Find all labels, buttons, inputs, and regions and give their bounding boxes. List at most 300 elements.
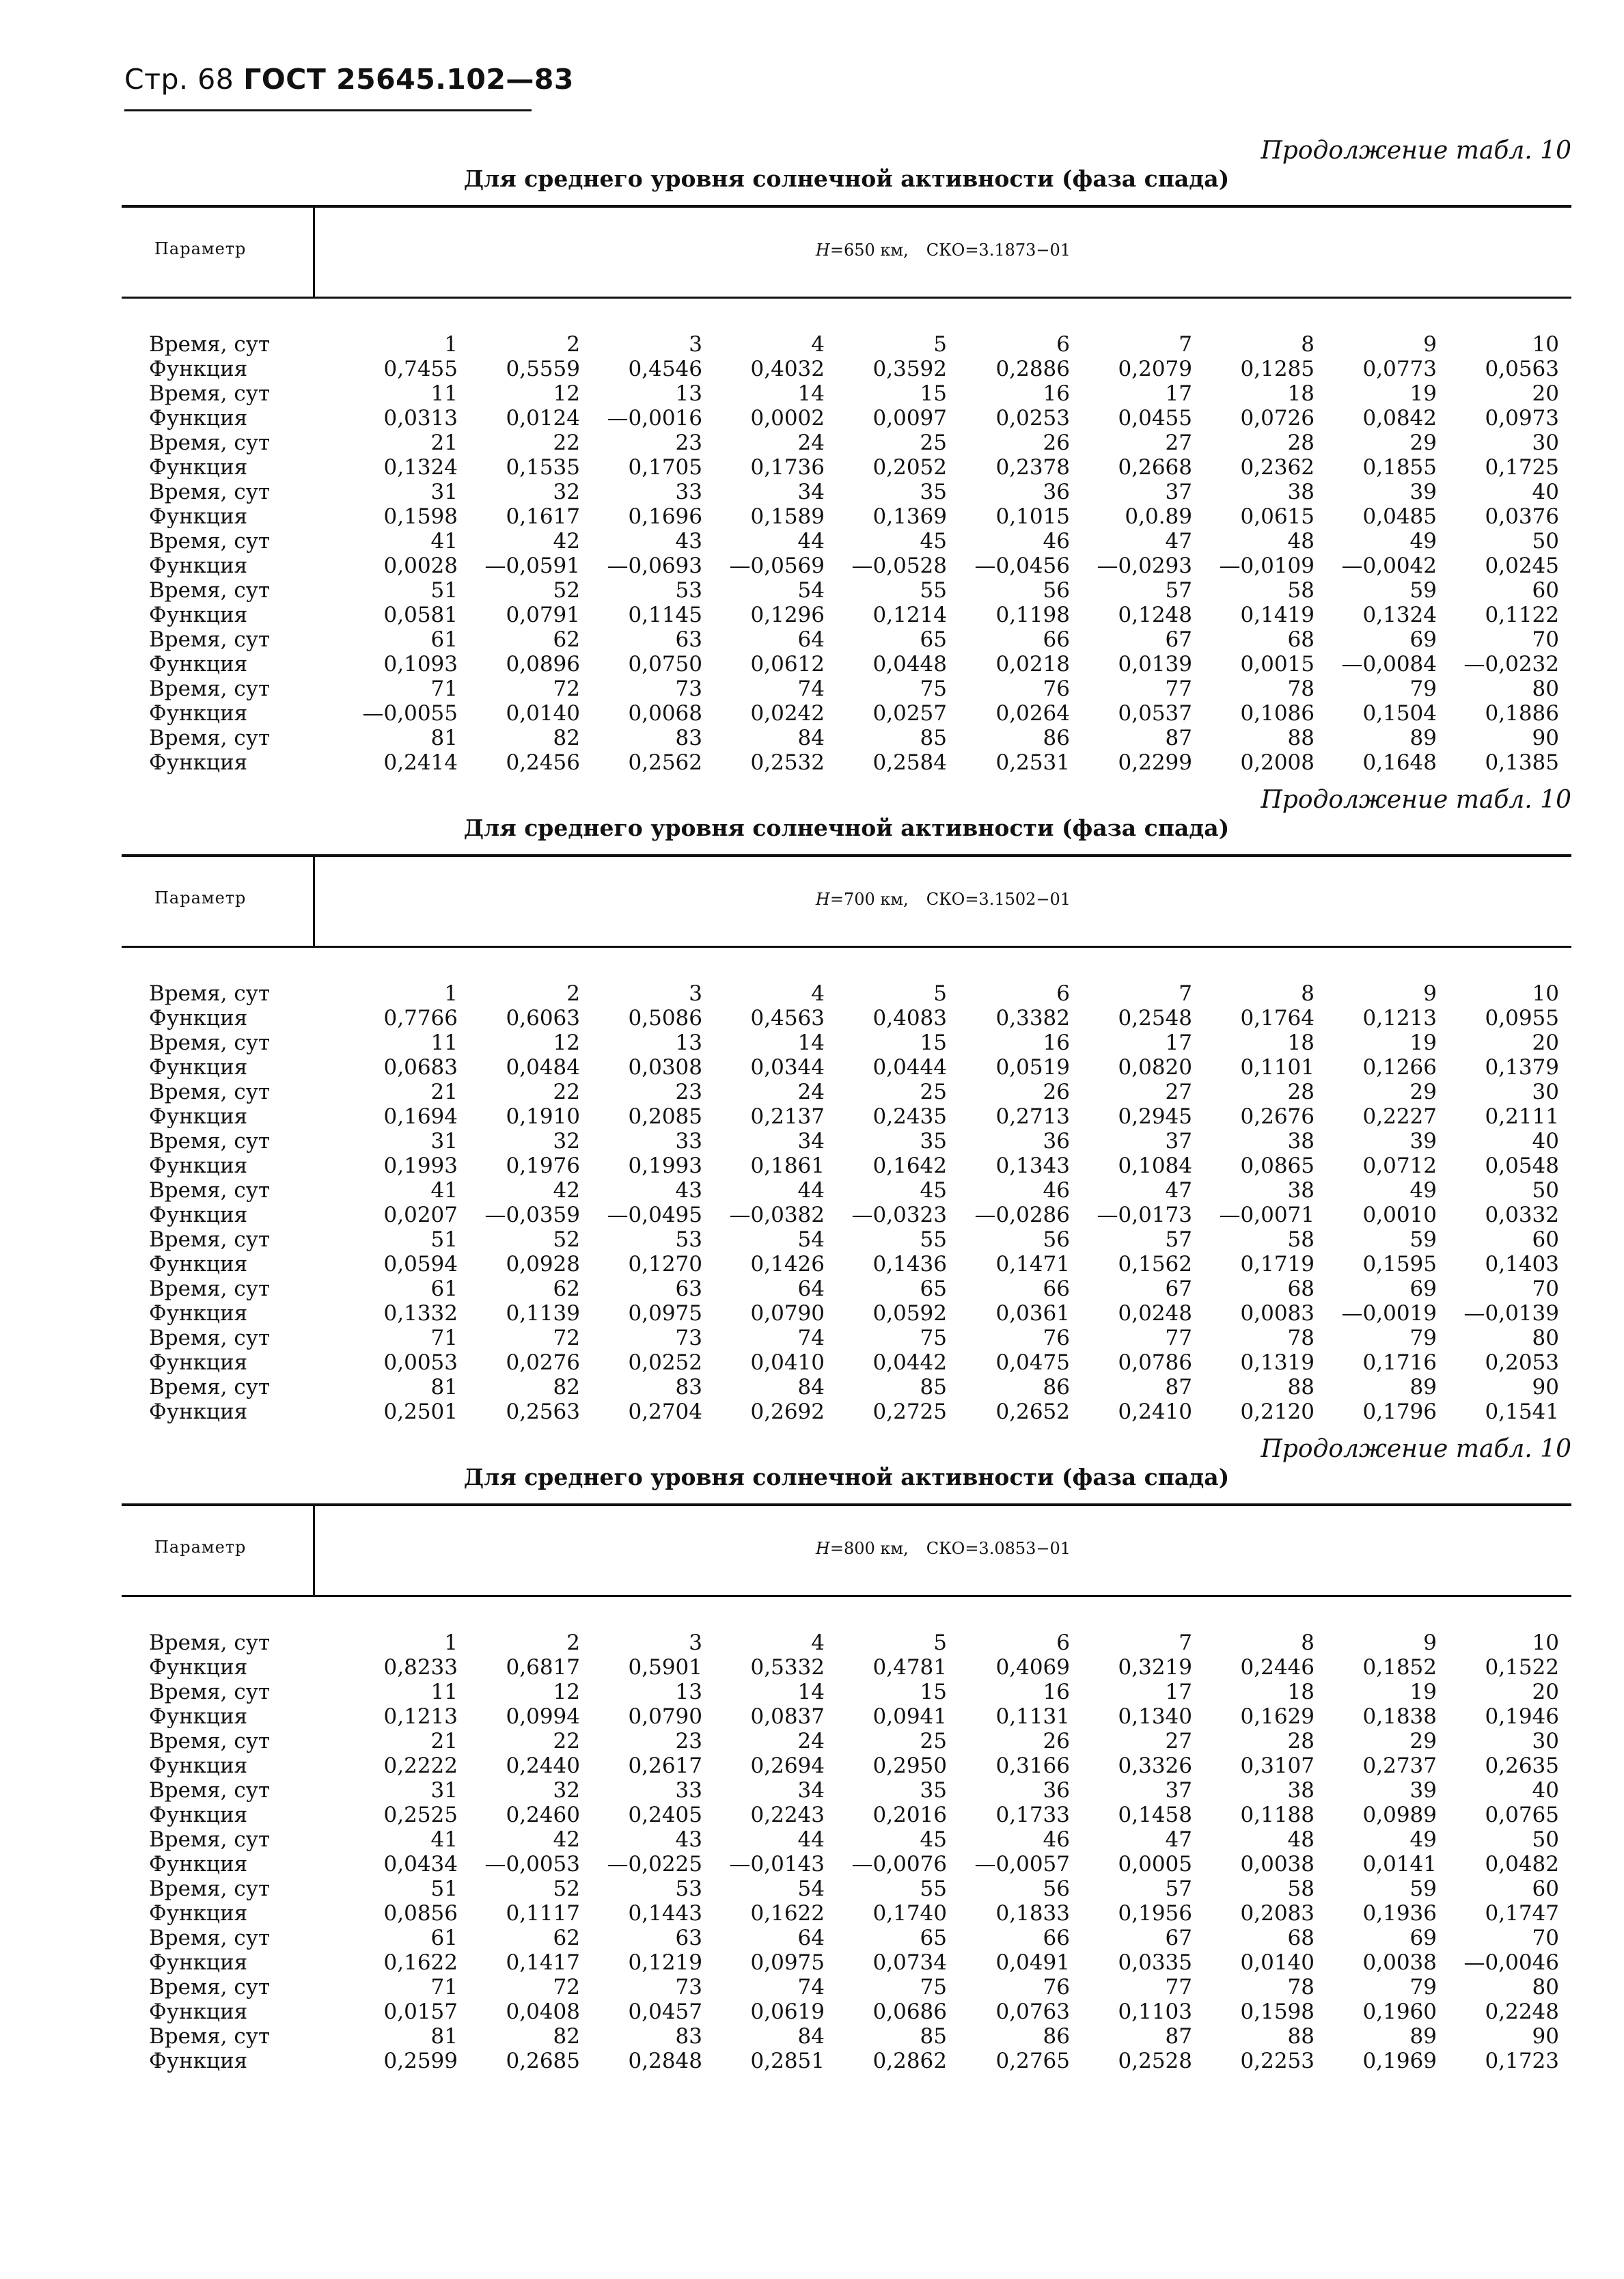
table-cell: 0,1324 <box>1362 603 1437 627</box>
table-header-rule <box>122 1595 1571 1597</box>
table-cell: 56 <box>1043 1877 1070 1901</box>
table-cell: 0,2456 <box>506 750 580 775</box>
table-cell: 0,2501 <box>383 1400 458 1424</box>
table-cell: 0,0141 <box>1362 1852 1437 1877</box>
table-cell: 7 <box>1179 1630 1192 1655</box>
table-cell: 0,0750 <box>628 652 702 677</box>
table-cell: 42 <box>553 529 580 554</box>
table-cell: 67 <box>1165 1277 1192 1301</box>
table-cell: 0,0335 <box>1118 1950 1192 1975</box>
table-row <box>149 578 1571 603</box>
table-cell: 0,0002 <box>750 406 825 431</box>
table-cell: 27 <box>1165 431 1192 455</box>
table-cell: 0,4069 <box>995 1655 1070 1680</box>
table-cell: 40 <box>1532 1129 1559 1154</box>
table-row <box>149 381 1571 406</box>
table-cell: 64 <box>797 1926 825 1950</box>
table-cell: 0,0408 <box>506 2000 580 2024</box>
table-cell: 28 <box>1287 1729 1315 1753</box>
table-cell: 0,0994 <box>506 1704 580 1729</box>
table-cell: 0,0015 <box>1240 652 1315 677</box>
table-cell: 81 <box>430 1375 458 1400</box>
table-cell: 0,4546 <box>628 357 702 381</box>
table-cell: 0,0615 <box>1240 504 1315 529</box>
table-cell: —0,0053 <box>484 1852 580 1877</box>
table-cell: —0,0359 <box>484 1203 580 1227</box>
table-cell: 0,1319 <box>1240 1350 1315 1375</box>
data-table <box>149 1630 1571 2073</box>
table-cell: 29 <box>1409 1729 1437 1753</box>
table-cell: 23 <box>675 431 702 455</box>
table-cell: 0,0257 <box>872 701 947 726</box>
table-cell: 36 <box>1043 480 1070 504</box>
table-cell: 0,0139 <box>1118 652 1192 677</box>
table-cell: 14 <box>797 381 825 406</box>
table-cell: 61 <box>430 627 458 652</box>
table-row <box>149 1252 1571 1277</box>
table-row <box>149 1326 1571 1350</box>
table-cell: 50 <box>1532 529 1559 554</box>
table-cell: 0,0140 <box>506 701 580 726</box>
table-cell: —0,0286 <box>974 1203 1070 1227</box>
table-row <box>149 603 1571 627</box>
table-cell: 4 <box>811 332 825 357</box>
table-cell: 16 <box>1043 381 1070 406</box>
table-cell: 0,0005 <box>1118 1852 1192 1877</box>
row-label: Функция <box>149 652 248 677</box>
table-cell: 0,1086 <box>1240 701 1315 726</box>
row-label: Функция <box>149 1203 248 1227</box>
table-cell: 20 <box>1532 1031 1559 1055</box>
altitude-value: =650 км, <box>829 241 909 260</box>
table-cell: 0,1694 <box>383 1104 458 1129</box>
row-label: Функция <box>149 1950 248 1975</box>
table-cell: 0,5086 <box>628 1006 702 1031</box>
table-cell: 59 <box>1409 578 1437 603</box>
table-cell: 0,2137 <box>750 1104 825 1129</box>
table-cell: 0,7766 <box>383 1006 458 1031</box>
table-cell: —0,0019 <box>1341 1301 1437 1326</box>
table-row <box>149 1926 1571 1950</box>
table-cell: 18 <box>1287 1031 1315 1055</box>
table-cell: 0,0973 <box>1485 406 1559 431</box>
table-cell: 0,0361 <box>995 1301 1070 1326</box>
table-cell: 0,2725 <box>872 1400 947 1424</box>
table-cell: 90 <box>1532 726 1559 750</box>
table-row <box>149 332 1571 357</box>
table-cell: 0,0313 <box>383 406 458 431</box>
table-cell: 69 <box>1409 1277 1437 1301</box>
table-cell: 88 <box>1287 2024 1315 2049</box>
table-cell: 85 <box>920 1375 947 1400</box>
table-row <box>149 480 1571 504</box>
table-cell: 0,2548 <box>1118 1006 1192 1031</box>
table-cell: 0,1852 <box>1362 1655 1437 1680</box>
data-table <box>149 981 1571 1424</box>
table-cell: 0,0619 <box>750 2000 825 2024</box>
table-cell: 67 <box>1165 1926 1192 1950</box>
row-label: Время, сут <box>149 1080 271 1104</box>
table-cell: 46 <box>1043 529 1070 554</box>
table-cell: 0,0726 <box>1240 406 1315 431</box>
table-cell: —0,0591 <box>484 554 580 578</box>
table-cell: 15 <box>920 1031 947 1055</box>
table-cell: 0,3107 <box>1240 1753 1315 1778</box>
table-cell: 2 <box>566 1630 580 1655</box>
table-row <box>149 1680 1571 1704</box>
table-cell: 49 <box>1409 1178 1437 1203</box>
table-row <box>149 1227 1571 1252</box>
table-row <box>149 1753 1571 1778</box>
table-row <box>149 1975 1571 2000</box>
row-label: Функция <box>149 701 248 726</box>
table-cell: 0,0444 <box>872 1055 947 1080</box>
table-header-rule <box>122 946 1571 948</box>
table-row <box>149 1852 1571 1877</box>
table-cell: 0,0097 <box>872 406 947 431</box>
table-cell: 89 <box>1409 2024 1437 2049</box>
table-cell: 33 <box>675 1129 702 1154</box>
table-cell: 57 <box>1165 1227 1192 1252</box>
table-cell: 21 <box>430 1729 458 1753</box>
table-cell: 0,2668 <box>1118 455 1192 480</box>
table-cell: 87 <box>1165 726 1192 750</box>
table-cell: —0,0139 <box>1463 1301 1559 1326</box>
table-cell: 30 <box>1532 1080 1559 1104</box>
table-cell: 4 <box>811 1630 825 1655</box>
table-cell: 55 <box>920 1227 947 1252</box>
altitude-variable: H <box>815 890 830 909</box>
table-cell: 20 <box>1532 1680 1559 1704</box>
table-cell: 0,2562 <box>628 750 702 775</box>
table-cell: 0,1740 <box>872 1901 947 1926</box>
table-cell: 0,0053 <box>383 1350 458 1375</box>
table-cell: 60 <box>1532 1227 1559 1252</box>
table-cell: 58 <box>1287 578 1315 603</box>
param-header: Параметр <box>154 888 247 907</box>
table-cell: 52 <box>553 578 580 603</box>
table-row <box>149 1080 1571 1104</box>
continuation-label: Продолжение табл. 10 <box>1261 786 1571 814</box>
table-top-rule <box>122 854 1571 857</box>
table-cell: 41 <box>430 529 458 554</box>
table-cell: 0,0491 <box>995 1950 1070 1975</box>
table-cell: 0,0790 <box>750 1301 825 1326</box>
row-label: Время, сут <box>149 726 271 750</box>
table-cell: 0,1296 <box>750 603 825 627</box>
table-cell: 69 <box>1409 1926 1437 1950</box>
table-cell: 42 <box>553 1827 580 1852</box>
table-cell: 74 <box>797 677 825 701</box>
table-cell: 0,1403 <box>1485 1252 1559 1277</box>
table-cell: 48 <box>1287 1827 1315 1852</box>
table-cell: 0,0837 <box>750 1704 825 1729</box>
row-label: Время, сут <box>149 332 271 357</box>
table-row <box>149 1803 1571 1827</box>
table-cell: 58 <box>1287 1227 1315 1252</box>
row-label: Время, сут <box>149 431 271 455</box>
table-cell: 0,1910 <box>506 1104 580 1129</box>
table-cell: 79 <box>1409 677 1437 701</box>
table-cell: 0,0376 <box>1485 504 1559 529</box>
table-row <box>149 1704 1571 1729</box>
row-label: Время, сут <box>149 627 271 652</box>
row-label: Функция <box>149 1006 248 1031</box>
table-cell: 6 <box>1056 332 1070 357</box>
table-cell: 0,0344 <box>750 1055 825 1080</box>
table-cell: 22 <box>553 1729 580 1753</box>
table-cell: 0,2652 <box>995 1400 1070 1424</box>
row-label: Функция <box>149 2049 248 2073</box>
table-cell: 89 <box>1409 726 1437 750</box>
table-cell: 0,0519 <box>995 1055 1070 1080</box>
table-cell: 0,0475 <box>995 1350 1070 1375</box>
table-cell: 0,2765 <box>995 2049 1070 2073</box>
table-cell: 1 <box>444 981 458 1006</box>
table-cell: 77 <box>1165 677 1192 701</box>
table-cell: 0,2111 <box>1485 1104 1559 1129</box>
table-cell: 44 <box>797 1827 825 1852</box>
table-row <box>149 1301 1571 1326</box>
table-row <box>149 1129 1571 1154</box>
table-cell: 26 <box>1043 1729 1070 1753</box>
table-cell: —0,0382 <box>729 1203 825 1227</box>
table-cell: 0,2405 <box>628 1803 702 1827</box>
row-label: Функция <box>149 357 248 381</box>
table-cell: 13 <box>675 1680 702 1704</box>
table-cell: 40 <box>1532 1778 1559 1803</box>
table-cell: 19 <box>1409 381 1437 406</box>
row-label: Время, сут <box>149 1326 271 1350</box>
table-cell: 82 <box>553 1375 580 1400</box>
table-cell: 5 <box>933 981 947 1006</box>
table-cell: 0,2694 <box>750 1753 825 1778</box>
table-cell: 0,0455 <box>1118 406 1192 431</box>
table-cell: 0,0941 <box>872 1704 947 1729</box>
table-cell: 0,2446 <box>1240 1655 1315 1680</box>
table-cell: 10 <box>1532 332 1559 357</box>
row-label: Функция <box>149 1852 248 1877</box>
table-row <box>149 1778 1571 1803</box>
table-cell: 11 <box>430 381 458 406</box>
table-cell: 0,2848 <box>628 2049 702 2073</box>
table-row <box>149 2049 1571 2073</box>
table-cell: 84 <box>797 2024 825 2049</box>
table-cell: 81 <box>430 2024 458 2049</box>
table-cell: 17 <box>1165 1680 1192 1704</box>
table-cell: 37 <box>1165 1778 1192 1803</box>
table-cell: 0,1764 <box>1240 1006 1315 1031</box>
table-cell: 0,7455 <box>383 357 458 381</box>
table-cell: 0,2120 <box>1240 1400 1315 1424</box>
table-cell: 43 <box>675 1178 702 1203</box>
table-cell: 41 <box>430 1827 458 1852</box>
table-cell: 60 <box>1532 1877 1559 1901</box>
table-cell: 9 <box>1423 1630 1437 1655</box>
table-cell: 0,2676 <box>1240 1104 1315 1129</box>
table-cell: 7 <box>1179 332 1192 357</box>
table-cell: 14 <box>797 1680 825 1704</box>
row-label: Время, сут <box>149 1375 271 1400</box>
table-row <box>149 357 1571 381</box>
table-cell: 0,3166 <box>995 1753 1070 1778</box>
table-cell: 76 <box>1043 1975 1070 2000</box>
table-cell: 25 <box>920 1080 947 1104</box>
table-cell: 75 <box>920 1975 947 2000</box>
table-cell: 73 <box>675 1326 702 1350</box>
section-title: Для среднего уровня солнечной активности (фаза спада) <box>463 1464 1230 1490</box>
table-cell: 33 <box>675 1778 702 1803</box>
table-cell: 0,1595 <box>1362 1252 1437 1277</box>
table-cell: 0,2737 <box>1362 1753 1437 1778</box>
row-label: Время, сут <box>149 1031 271 1055</box>
table-row <box>149 1375 1571 1400</box>
table-cell: 0,2862 <box>872 2049 947 2073</box>
table-cell: 54 <box>797 1227 825 1252</box>
table-cell: 31 <box>430 480 458 504</box>
param-header: Параметр <box>154 1538 247 1557</box>
table-cell: 0,1541 <box>1485 1400 1559 1424</box>
table-cell: 0,0038 <box>1362 1950 1437 1975</box>
table-cell: 55 <box>920 1877 947 1901</box>
table-cell: 0,0083 <box>1240 1301 1315 1326</box>
table-cell: 62 <box>553 1277 580 1301</box>
table-top-rule <box>122 1503 1571 1506</box>
table-cell: 78 <box>1287 677 1315 701</box>
table-cell: 72 <box>553 1326 580 1350</box>
table-cell: 0,1145 <box>628 603 702 627</box>
table-cell: 28 <box>1287 1080 1315 1104</box>
table-cell: 0,1379 <box>1485 1055 1559 1080</box>
altitude-value: =800 км, <box>829 1539 909 1558</box>
table-cell: 0,0068 <box>628 701 702 726</box>
table-cell: 11 <box>430 1680 458 1704</box>
table-cell: 10 <box>1532 981 1559 1006</box>
table-cell: 0,0457 <box>628 2000 702 2024</box>
table-cell: 44 <box>797 1178 825 1203</box>
row-label: Функция <box>149 1901 248 1926</box>
row-label: Время, сут <box>149 578 271 603</box>
table-cell: 83 <box>675 726 702 750</box>
row-label: Функция <box>149 1400 248 1424</box>
table-cell: 0,3219 <box>1118 1655 1192 1680</box>
row-label: Функция <box>149 1055 248 1080</box>
table-cell: 87 <box>1165 1375 1192 1400</box>
table-cell: —0,0173 <box>1097 1203 1192 1227</box>
table-cell: 22 <box>553 431 580 455</box>
table-row <box>149 652 1571 677</box>
table-cell: 0,2886 <box>995 357 1070 381</box>
table-cell: 0,1733 <box>995 1803 1070 1827</box>
table-cell: 0,1936 <box>1362 1901 1437 1926</box>
table-cell: 25 <box>920 431 947 455</box>
table-cell: 0,2222 <box>383 1753 458 1778</box>
row-label: Время, сут <box>149 1877 271 1901</box>
table-cell: 46 <box>1043 1827 1070 1852</box>
row-label: Время, сут <box>149 529 271 554</box>
sko-value: СКО=3.0853−01 <box>926 1539 1071 1558</box>
table-cell: 51 <box>430 1227 458 1252</box>
table-row <box>149 701 1571 726</box>
table-cell: 0,1598 <box>383 504 458 529</box>
table-row <box>149 627 1571 652</box>
table-cell: 0,0686 <box>872 2000 947 2024</box>
table-cell: 0,0594 <box>383 1252 458 1277</box>
table-cell: 0,3382 <box>995 1006 1070 1031</box>
row-label: Функция <box>149 1655 248 1680</box>
table-cell: 47 <box>1165 529 1192 554</box>
table-cell: 0,2378 <box>995 455 1070 480</box>
table-cell: 0,1617 <box>506 504 580 529</box>
table-cell: 0,0786 <box>1118 1350 1192 1375</box>
row-label: Время, сут <box>149 1178 271 1203</box>
table-cell: 25 <box>920 1729 947 1753</box>
table-cell: 0,1131 <box>995 1704 1070 1729</box>
section-title: Для среднего уровня солнечной активности (фаза спада) <box>463 165 1230 192</box>
table-cell: 0,2253 <box>1240 2049 1315 2073</box>
table-cell: 32 <box>553 1129 580 1154</box>
row-label: Время, сут <box>149 1277 271 1301</box>
table-row <box>149 1055 1571 1080</box>
table-cell: 37 <box>1165 480 1192 504</box>
table-cell: 45 <box>920 1178 947 1203</box>
table-cell: 0,1747 <box>1485 1901 1559 1926</box>
table-cell: 84 <box>797 726 825 750</box>
table-cell: 0,0563 <box>1485 357 1559 381</box>
table-cell: 0,0928 <box>506 1252 580 1277</box>
table-cell: 53 <box>675 578 702 603</box>
table-cell: 0,0592 <box>872 1301 947 1326</box>
table-cell: —0,0495 <box>607 1203 702 1227</box>
row-label: Время, сут <box>149 1729 271 1753</box>
table-cell: 0,2599 <box>383 2049 458 2073</box>
table-cell: 24 <box>797 1729 825 1753</box>
table-cell: —0,0323 <box>851 1203 947 1227</box>
table-cell: 8 <box>1301 1630 1315 1655</box>
table-cell: 71 <box>430 1975 458 2000</box>
table-cell: 78 <box>1287 1326 1315 1350</box>
table-cell: 0,1622 <box>750 1901 825 1926</box>
table-cell: 80 <box>1532 677 1559 701</box>
table-cell: 90 <box>1532 1375 1559 1400</box>
table-cell: 59 <box>1409 1877 1437 1901</box>
row-label: Функция <box>149 1301 248 1326</box>
table-cell: 83 <box>675 2024 702 2049</box>
table-cell: 62 <box>553 1926 580 1950</box>
table-cell: 0,1324 <box>383 455 458 480</box>
table-cell: 0,0712 <box>1362 1154 1437 1178</box>
table-cell: 52 <box>553 1877 580 1901</box>
row-label: Функция <box>149 504 248 529</box>
table-cell: 0,2008 <box>1240 750 1315 775</box>
row-label: Функция <box>149 1154 248 1178</box>
table-cell: 61 <box>430 1926 458 1950</box>
table-cell: 0,1723 <box>1485 2049 1559 2073</box>
table-cell: 3 <box>689 981 702 1006</box>
altitude-variable: H <box>815 1539 830 1558</box>
table-cell: 73 <box>675 1975 702 2000</box>
continuation-label: Продолжение табл. 10 <box>1261 1435 1571 1463</box>
table-cell: 8 <box>1301 332 1315 357</box>
table-cell: 0,2950 <box>872 1753 947 1778</box>
table-cell: 6 <box>1056 1630 1070 1655</box>
table-section <box>122 786 1571 1424</box>
table-cell: 71 <box>430 677 458 701</box>
table-cell: 0,1696 <box>628 504 702 529</box>
table-cell: 0,1504 <box>1362 701 1437 726</box>
table-cell: 76 <box>1043 677 1070 701</box>
table-cell: 0,0434 <box>383 1852 458 1877</box>
